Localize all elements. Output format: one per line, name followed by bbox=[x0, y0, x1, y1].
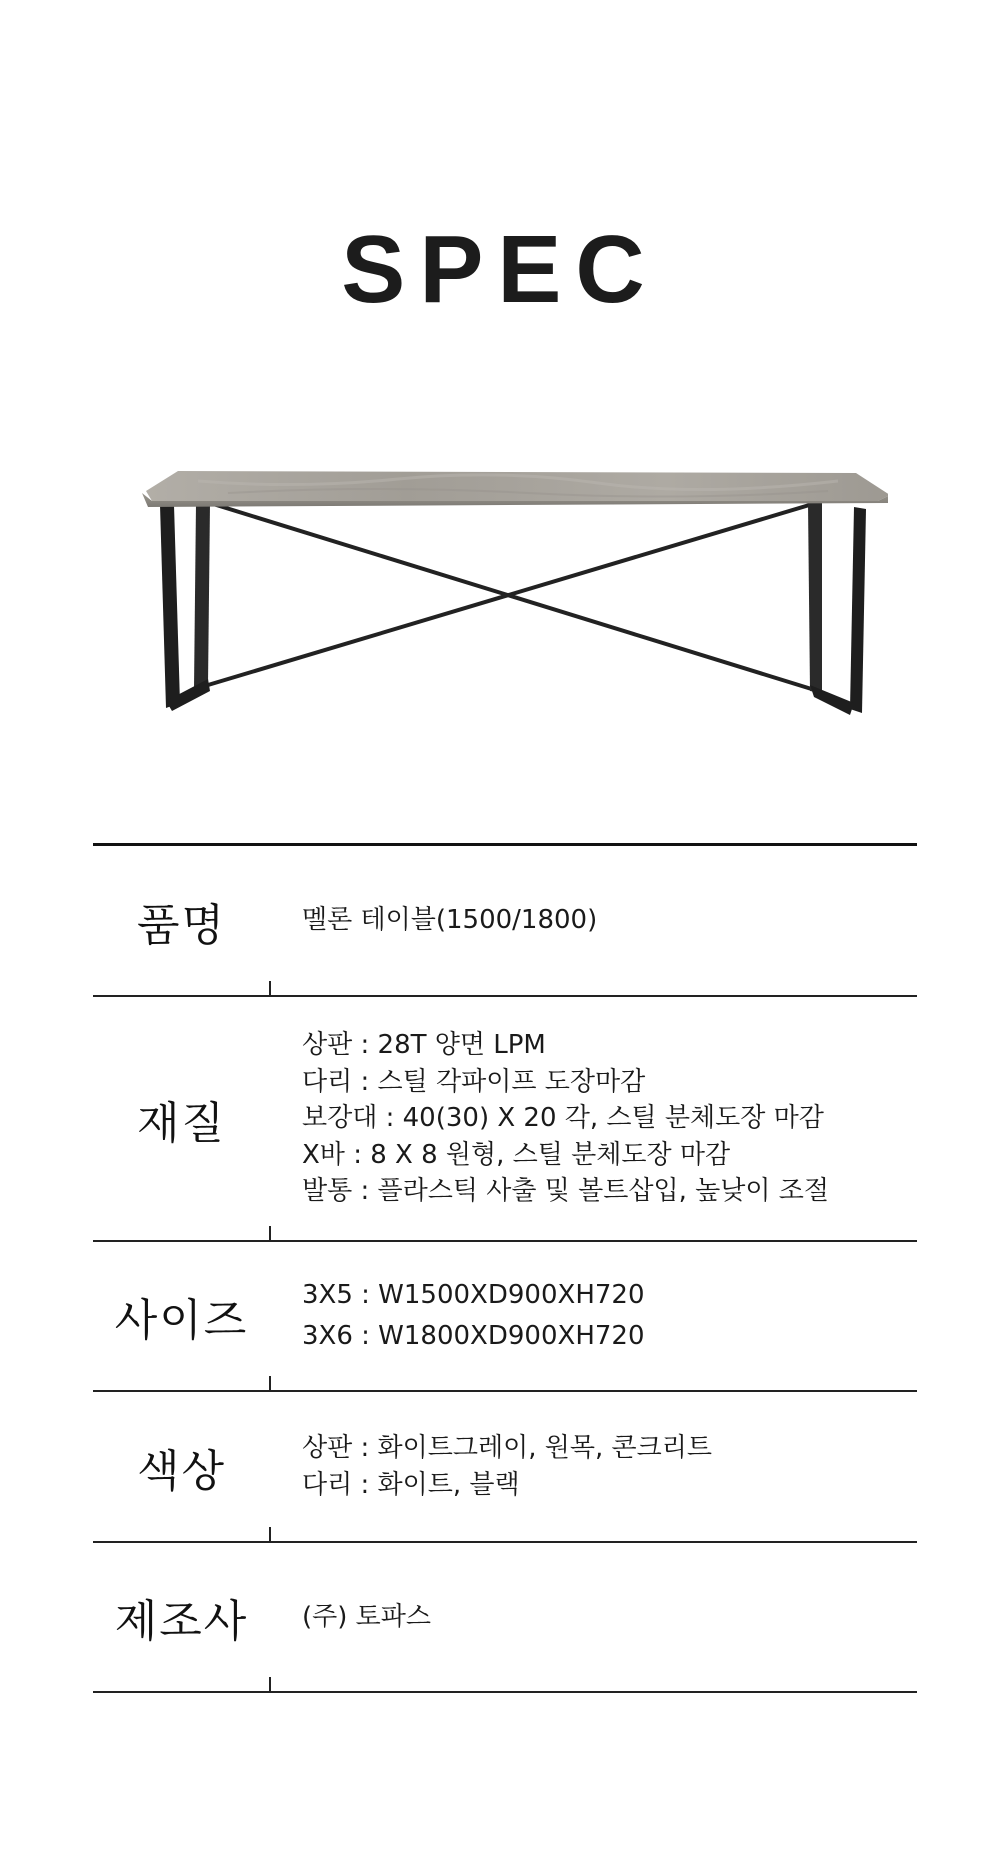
spec-label: 품명 bbox=[136, 899, 226, 951]
column-divider bbox=[269, 981, 271, 995]
spec-value-line: 발통 : 플라스틱 사출 및 볼트삽입, 높낮이 조절 bbox=[302, 1176, 829, 1207]
spec-value-line: 멜론 테이블(1500/1800) bbox=[302, 905, 598, 936]
spec-label: 제조사 bbox=[114, 1596, 249, 1647]
spec-value-line: X바 : 8 X 8 원형, 스틸 분체도장 마감 bbox=[302, 1139, 731, 1170]
spec-value bbox=[302, 1543, 917, 1691]
page-title: SPEC bbox=[341, 216, 659, 323]
spec-value bbox=[302, 1242, 917, 1390]
spec-row-color bbox=[93, 1392, 917, 1543]
spec-value-line: 상판 : 28T 양면 LPM bbox=[302, 1030, 546, 1061]
spec-value-line: 보강대 : 40(30) X 20 각, 스틸 분체도장 마감 bbox=[302, 1103, 824, 1134]
spec-value bbox=[302, 846, 917, 995]
spec-value-line: 상판 : 화이트그레이, 원목, 콘크리트 bbox=[302, 1433, 712, 1463]
spec-value-line: (주) 토파스 bbox=[302, 1601, 432, 1632]
spec-row-size bbox=[93, 1242, 917, 1392]
spec-label: 재질 bbox=[136, 1097, 226, 1149]
column-divider bbox=[269, 1226, 271, 1240]
spec-value bbox=[302, 997, 917, 1240]
spec-row-material bbox=[93, 997, 917, 1242]
spec-row-product-name bbox=[93, 846, 917, 997]
column-divider bbox=[269, 1677, 271, 1691]
spec-row-manufacturer bbox=[93, 1543, 917, 1693]
spec-value-line: 다리 : 스틸 각파이프 도장마감 bbox=[302, 1066, 646, 1097]
spec-value-line: 다리 : 화이트, 블랙 bbox=[302, 1469, 520, 1500]
spec-value-line: 3X5 : W1500XD900XH720 bbox=[302, 1280, 645, 1310]
column-divider bbox=[269, 1376, 271, 1390]
spec-value-line: 3X6 : W1800XD900XH720 bbox=[302, 1321, 645, 1351]
spec-value bbox=[302, 1392, 917, 1541]
spec-label: 색상 bbox=[136, 1445, 226, 1497]
spec-table bbox=[93, 843, 917, 1693]
column-divider bbox=[269, 1527, 271, 1541]
spec-label: 사이즈 bbox=[114, 1295, 249, 1346]
product-image-table bbox=[138, 463, 888, 728]
